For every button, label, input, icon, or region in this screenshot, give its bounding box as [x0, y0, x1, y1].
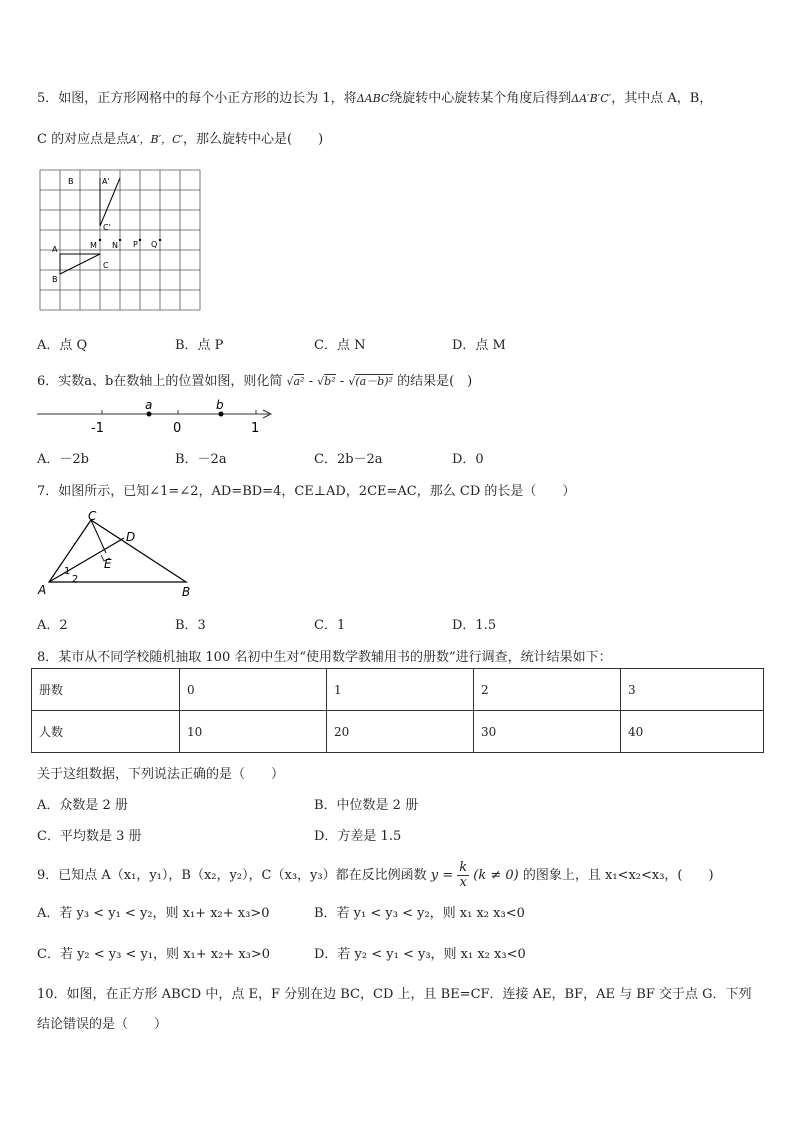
q8-option-b[interactable]: B．中位数是 2 册 — [314, 798, 419, 813]
angle-1: 1 — [64, 566, 71, 577]
q6-text-a: 6．实数a、b在数轴上的位置如图，则化简 — [37, 374, 283, 389]
point-a-label: a — [145, 398, 153, 412]
q8-option-a[interactable]: A．众数是 2 册 — [37, 798, 128, 813]
table-cell: 1 — [327, 669, 474, 711]
q7-stem: 7．如图所示，已知∠1=∠2，AD=BD=4，CE⊥AD，2CE=AC，那么 CD 的长是（ ） — [37, 484, 576, 499]
q6-option-d[interactable]: D．0 — [452, 452, 484, 467]
q5-option-c[interactable]: C．点 N — [314, 338, 366, 353]
table-cell: 30 — [474, 711, 621, 753]
q5-triangle-abc: ΔABC — [356, 92, 390, 105]
q7-triangle-figure — [36, 508, 201, 600]
q6-text-b: 的结果是( ) — [397, 374, 473, 389]
q8-stem: 8．某市从不同学校随机抽取 100 名初中生对“使用数学教辅用书的册数”进行调查，统计结果如下： — [37, 650, 612, 665]
q9-option-a[interactable]: A．若 y₃ < y₁ < y₂，则 x₁+ x₂+ x₃>0 — [37, 906, 270, 921]
table-row — [32, 711, 764, 753]
q6-option-a[interactable]: A．－2b — [37, 452, 89, 467]
q6-option-c[interactable]: C．2b－2a — [314, 452, 383, 467]
q5-points: A′，B′，C′ — [129, 133, 184, 146]
q6-stem: 6．实数a、b在数轴上的位置如图，则化简 √a² - √b² - √(a－b)² 的结果是( ) — [37, 374, 473, 389]
tick-neg1: -1 — [91, 421, 104, 436]
table-cell: 册数 — [32, 669, 180, 711]
q6-sqrt-b2: √b² — [317, 375, 336, 388]
table-cell: 0 — [180, 669, 327, 711]
q9-option-b[interactable]: B．若 y₁ < y₃ < y₂，则 x₁ x₂ x₃<0 — [314, 906, 525, 921]
label-c: C — [103, 261, 109, 270]
q6-sqrt-ab2: √(a－b)² — [348, 375, 393, 388]
q5-option-b[interactable]: B．点 P — [175, 338, 224, 353]
table-cell: 20 — [327, 711, 474, 753]
q5-text-c: ，其中点 A，B， — [611, 91, 713, 106]
q9-text-b: 的图象上，且 x₁<x₂<x₃，( ) — [522, 868, 714, 883]
q5-grid-figure — [40, 168, 205, 313]
label-c: C — [88, 509, 97, 523]
label-q: Q — [151, 240, 158, 249]
label-b-prime: B — [68, 177, 74, 186]
label-e: E — [104, 557, 112, 571]
q6-number-line — [37, 398, 277, 438]
label-m: M — [90, 241, 97, 250]
q9-option-c[interactable]: C．若 y₂ < y₃ < y₁，则 x₁+ x₂+ x₃>0 — [37, 947, 271, 962]
table-cell: 3 — [621, 669, 764, 711]
q5-line2-b: ，那么旋转中心是( ) — [183, 132, 324, 147]
q10-line2: 结论错误的是（ ） — [37, 1017, 168, 1032]
table-cell: 10 — [180, 711, 327, 753]
q5-triangle-abc-prime: ΔA′B′C′ — [571, 92, 612, 105]
label-a: A — [52, 245, 58, 254]
table-cell: 人数 — [32, 711, 180, 753]
point-b-label: b — [216, 398, 224, 412]
q8-option-d[interactable]: D．方差是 1.5 — [314, 829, 402, 844]
q7-option-a[interactable]: A．2 — [37, 618, 68, 633]
q5-option-a[interactable]: A．点 Q — [37, 338, 88, 353]
table-cell: 2 — [474, 669, 621, 711]
q6-option-b[interactable]: B．－2a — [175, 452, 227, 467]
q5-line1 — [37, 87, 712, 106]
angle-2: 2 — [72, 574, 79, 585]
q9-stem — [37, 861, 714, 890]
q5-option-d[interactable]: D．点 M — [452, 338, 506, 353]
table-cell: 40 — [621, 711, 764, 753]
q8-table — [31, 668, 764, 753]
q6-sqrt-a2: √a² — [286, 375, 305, 388]
q10-line1: 10．如图，在正方形 ABCD 中，点 E，F 分别在边 BC，CD 上，且 BE=CF．连接 AE，BF，AE 与 BF 交于点 G．下列 — [37, 987, 752, 1002]
q5-text-a: 5．如图，正方形网格中的每个小正方形的边长为 1，将 — [37, 91, 357, 106]
label-p: P — [133, 240, 138, 249]
q5-text-b: 绕旋转中心旋转某个角度后得到 — [389, 91, 572, 106]
tick-0: 0 — [173, 421, 182, 436]
q9-function: y = $\frac{k}{x}$ (k ≠ 0) — [430, 860, 519, 890]
label-b: B — [182, 585, 191, 599]
q7-option-c[interactable]: C．1 — [314, 618, 346, 633]
q9-option-d[interactable]: D．若 y₂ < y₁ < y₃，则 x₁ x₂ x₃<0 — [314, 947, 526, 962]
label-a-prime: A' — [102, 177, 110, 186]
q8-option-c[interactable]: C．平均数是 3 册 — [37, 829, 142, 844]
table-row — [32, 669, 764, 711]
label-a: A — [38, 583, 47, 597]
q7-option-b[interactable]: B．3 — [175, 618, 206, 633]
q5-line2-a: C 的对应点是点 — [37, 132, 130, 147]
label-c-prime: C' — [103, 223, 111, 232]
tick-1: 1 — [251, 421, 260, 436]
q5-line2 — [37, 128, 323, 147]
label-n: N — [112, 241, 118, 250]
label-d: D — [126, 530, 136, 544]
q9-text-a: 9．已知点 A（x₁，y₁），B（x₂，y₂），C（x₃，y₃）都在反比例函数 — [37, 868, 427, 883]
q7-option-d[interactable]: D．1.5 — [452, 618, 497, 633]
label-b: B — [52, 275, 58, 284]
q8-ask: 关于这组数据，下列说法正确的是（ ） — [37, 767, 285, 782]
